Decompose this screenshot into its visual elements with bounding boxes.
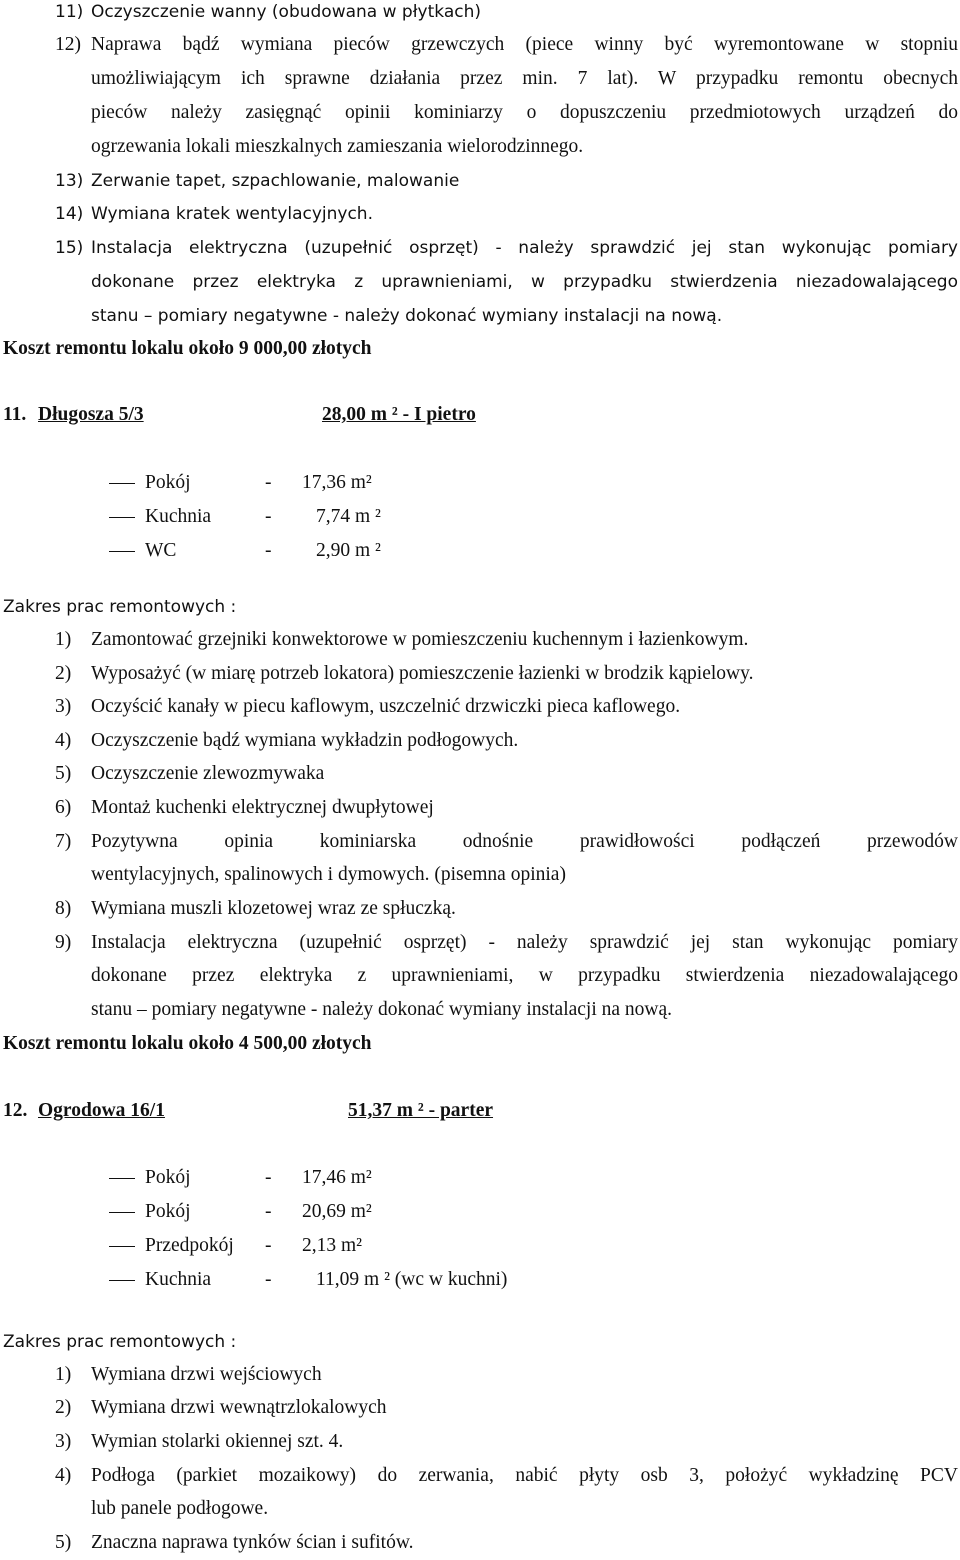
room-row: Kuchnia - 7,74 m ² <box>0 500 960 534</box>
item-number: 11) <box>55 2 84 22</box>
dash-bullet <box>109 551 135 552</box>
list-item: 6) Montaż kuchenki elektrycznej dwupłytowej <box>55 797 434 818</box>
list-item-continuation: ogrzewania lokali mieszkalnych zamieszania wielorodzinnego. <box>91 136 584 157</box>
room-row: Pokój - 20,69 m² <box>0 1195 960 1229</box>
section-number: 11. <box>3 404 27 425</box>
list-item <box>0 231 960 265</box>
item-text: Naprawa bądź wymiana pieców grzewczych (piece winny być wyremontowane w stopniu <box>91 34 958 55</box>
scope-label: Zakres prac remontowych : <box>3 597 237 617</box>
section-area: 51,37 m ² - parter <box>348 1100 494 1121</box>
list-item: 1) Wymiana drzwi wejściowych <box>55 1364 322 1385</box>
dash-bullet <box>109 1280 135 1281</box>
room-row: Pokój - 17,36 m² <box>0 466 960 500</box>
section-heading <box>0 398 960 432</box>
list-item-continuation: stanu – pomiary negatywne - należy dokonać wymiany instalacji na nową. <box>91 999 673 1020</box>
list-item: 1) Zamontować grzejniki konwektorowe w pomieszczeniu kuchennym i łazienkowym. <box>55 629 749 650</box>
list-item: 2) Wyposażyć (w miarę potrzeb lokatora) pomieszczenie łazienki w brodzik kąpielowy. <box>55 663 754 684</box>
item-number: 14) <box>55 204 84 224</box>
dash-bullet <box>109 1212 135 1213</box>
list-item: 4) Oczyszczenie bądź wymiana wykładzin podłogowych. <box>55 730 519 751</box>
item-number: 15) <box>55 238 84 258</box>
item-text: Oczyszczenie wanny (obudowana w płytkach) <box>91 2 481 22</box>
section-heading <box>0 1094 960 1128</box>
list-item <box>0 164 960 198</box>
list-item <box>0 197 960 231</box>
list-item-continuation: dokonane przez elektryka z uprawnieniami, w przypadku stwierdzenia niezadowalającego <box>91 272 958 292</box>
room-row: Kuchnia - 11,09 m ² (wc w kuchni) <box>0 1263 960 1297</box>
room-row: Pokój - 17,46 m² <box>0 1161 960 1195</box>
list-item: 9) Instalacja elektryczna (uzupełnić osprzęt) - należy sprawdzić jej stan wykonując pomiary <box>55 932 958 953</box>
list-item: 3) Oczyścić kanały w piecu kaflowym, uszczelnić drzwiczki pieca kaflowego. <box>55 696 681 717</box>
section-number: 12. <box>3 1100 28 1121</box>
item-number: 13) <box>55 171 84 191</box>
list-item <box>0 0 960 29</box>
dash-bullet <box>109 1178 135 1179</box>
list-item-continuation: stanu – pomiary negatywne - należy dokonać wymiany instalacji na nową. <box>91 306 723 326</box>
room-row: WC - 2,90 m ² <box>0 534 960 568</box>
item-text: Wymiana kratek wentylacyjnych. <box>91 204 373 224</box>
section-area: 28,00 m ² - I pietro <box>322 404 476 425</box>
room-row: Przedpokój - 2,13 m² <box>0 1229 960 1263</box>
list-item: 7) Pozytywna opinia kominiarska odnośnie prawidłowości podłączeń przewodów <box>55 831 958 852</box>
list-item: 5) Oczyszczenie zlewozmywaka <box>55 763 325 784</box>
section-address: Długosza 5/3 <box>38 404 144 425</box>
item-text: Zerwanie tapet, szpachlowanie, malowanie <box>91 171 460 191</box>
list-item-continuation: dokonane przez elektryka z uprawnieniami, w przypadku stwierdzenia niezadowalającego <box>91 965 958 986</box>
list-item: 3) Wymian stolarki okiennej szt. 4. <box>55 1431 344 1452</box>
item-number: 12) <box>55 34 81 55</box>
list-item <box>0 28 960 62</box>
list-item-continuation: lub panele podłogowe. <box>91 1498 269 1519</box>
list-item: 2) Wymiana drzwi wewnątrzlokalowych <box>55 1397 387 1418</box>
list-item-continuation: wentylacyjnych, spalinowych i dymowych. (pisemna opinia) <box>91 864 566 885</box>
scope-label: Zakres prac remontowych : <box>3 1332 237 1352</box>
list-item: 5) Znaczna naprawa tynków ścian i sufitów. <box>55 1532 414 1553</box>
item-text: Instalacja elektryczna (uzupełnić osprzęt) - należy sprawdzić jej stan wykonując pomiary <box>91 238 958 258</box>
list-item-continuation: pieców należy zasięgnąć opinii kominiarzy o dopuszczeniu przedmiotowych urządzeń do <box>91 102 958 123</box>
dash-bullet <box>109 517 135 518</box>
section-address: Ogrodowa 16/1 <box>38 1100 165 1121</box>
cost-summary: Koszt remontu lokalu około 4 500,00 złotych <box>3 1033 372 1054</box>
list-item: 4) Podłoga (parkiet mozaikowy) do zerwania, nabić płyty osb 3, położyć wykładzinę PCV <box>55 1465 958 1486</box>
list-item-continuation: umożliwiającym ich sprawne działania przez min. 7 lat). W przypadku remontu obecnych <box>91 68 958 89</box>
dash-bullet <box>109 1246 135 1247</box>
list-item: 8) Wymiana muszli klozetowej wraz ze spłuczką. <box>55 898 456 919</box>
cost-summary: Koszt remontu lokalu około 9 000,00 złotych <box>3 338 372 359</box>
dash-bullet <box>109 483 135 484</box>
